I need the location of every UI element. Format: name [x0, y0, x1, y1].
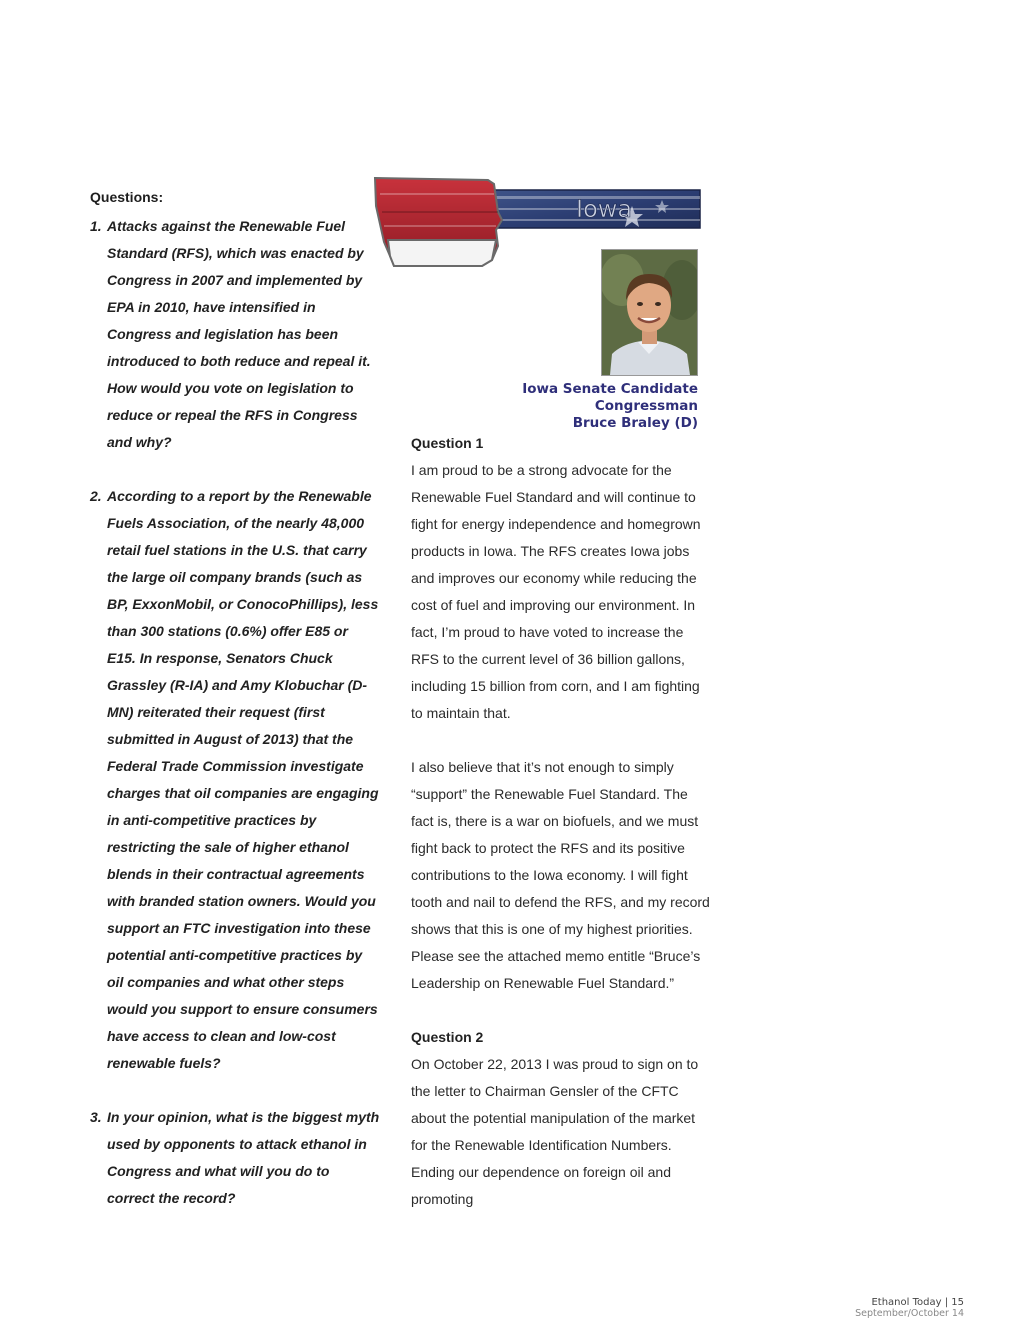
question-item-2: [90, 483, 380, 1077]
question-1-heading: Question 1: [411, 435, 484, 451]
question-number: 1.: [90, 218, 102, 234]
questions-heading: Questions:: [90, 189, 164, 205]
question-text: According to a report by the Renewable Fuels Association, of the nearly 48,000 retail fuel stations in the U.S. that carry the large oil company brands (such as BP, ExxonMobil, or ConocoPhillips), less than 300 stations (0.6%) offer E85 or E15. In response, Senators Chuck Grassley (R-IA) and Amy Klobuchar (D-MN) reiterated their request (first submitted in August of 2013) that the Federal Trade Commission investigate charges that oil companies are engaging in anti-competitive practices by restricting the sale of higher ethanol blends in their contractual agreements with branded station owners. Would you support an FTC investigation into these potential anti-competitive practices by oil companies and what other steps would you support to ensure consumers have access to clean and low-cost renewable fuels?: [107, 488, 379, 1071]
question-2-heading: Question 2: [411, 1029, 484, 1045]
question-number: 3.: [90, 1109, 102, 1125]
answer-2-paragraph-1: On October 22, 2013 I was proud to sign on to the letter to Chairman Gensler of the CFTC about the potential manipulation of the market for the Renewable Identification Numbers. Ending our dependence on foreign oil and promoting: [411, 1056, 699, 1207]
candidate-caption: [430, 381, 698, 432]
issue-date: September/October 14: [855, 1308, 964, 1319]
candidate-portrait-icon: [602, 250, 697, 375]
answer-1-paragraph-2: I also believe that it’s not enough to simply “support” the Renewable Fuel Standard. The fact is, there is a war on biofuels, and we must fight back to protect the RFS and its positive contributions to the Iowa economy. I will fight tooth and nail to defend the RFS, and my record shows that this is one of my highest priorities. Please see the attached memo entitle “Bruce’s Leadership on Renewable Fuel Standard.”: [411, 759, 710, 991]
questions-column: [90, 186, 380, 1239]
answers-column: [411, 430, 711, 1213]
question-item-1: [90, 213, 380, 456]
page-number: 15: [951, 1297, 964, 1308]
answer-1-paragraph-1: I am proud to be a strong advocate for the Renewable Fuel Standard and will continue to fight for energy independence and homegrown products in Iowa. The RFS creates Iowa jobs and improves our economy while reducing the cost of fuel and improving our environment. In fact, I’m proud to have voted to increase the RFS to the current level of 36 billion gallons, including 15 billion from corn, and I am fighting to maintain that.: [411, 462, 701, 721]
question-item-3: [90, 1104, 380, 1212]
question-number: 2.: [90, 488, 102, 504]
question-text: In your opinion, what is the biggest myth used by opponents to attack ethanol in Congress and what will you do to correct the record?: [107, 1109, 380, 1206]
state-name: Iowa: [576, 195, 633, 223]
footer-separator: |: [944, 1297, 949, 1308]
candidate-photo: [601, 249, 698, 376]
caption-line-1: Iowa Senate Candidate Congressman: [522, 381, 698, 414]
publication-name: Ethanol Today: [871, 1297, 942, 1308]
iowa-white-stripe: [388, 240, 496, 266]
page-footer: [855, 1297, 964, 1319]
question-text: Attacks against the Renewable Fuel Standard (RFS), which was enacted by Congress in 2007 and implemented by EPA in 2010, have intensified in Congress and legislation has been introduced to both reduce and repeal it. How would you vote on legislation to reduce or repeal the RFS in Congress and why?: [107, 218, 371, 450]
caption-line-2: Bruce Braley (D): [572, 415, 698, 431]
